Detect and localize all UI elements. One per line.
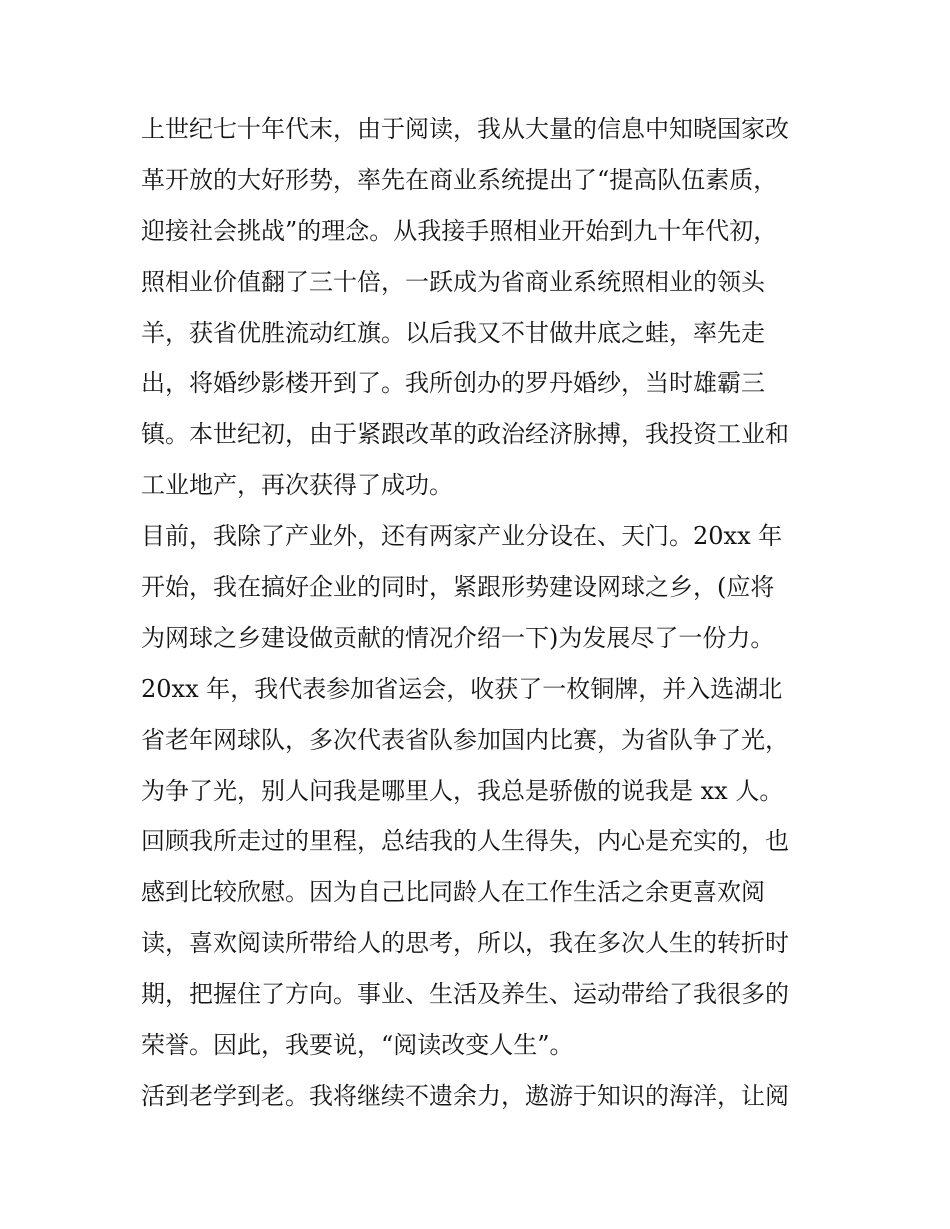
text-line: 出，将婚纱影楼开到了。我所创办的罗丹婚纱，当时雄霸三 <box>141 369 765 398</box>
text-line: 照相业价值翻了三十倍，一跃成为省商业系统照相业的领头 <box>141 267 765 296</box>
text-line: 为争了光，别人问我是哪里人，我总是骄傲的说我是 xx 人。 <box>141 776 784 805</box>
text-line: 回顾我所走过的里程，总结我的人生得失，内心是充实的，也 <box>141 827 789 856</box>
text-line: 目前，我除了产业外，还有两家产业分设在、天门。20xx 年 <box>141 522 783 551</box>
text-line: 工业地产，再次获得了成功。 <box>141 471 453 500</box>
text-line: 上世纪七十年代末，由于阅读，我从大量的信息中知晓国家改 <box>141 115 789 143</box>
document-body <box>141 104 821 1122</box>
text-line: 开始，我在搞好企业的同时，紧跟形势建设网球之乡，(应将 <box>141 573 775 602</box>
text-line: 羊，获省优胜流动红旗。以后我又不甘做井底之蛙，率先走 <box>141 318 765 347</box>
text-line: 20xx 年，我代表参加省运会，收获了一枚铜牌，并入选湖北 <box>141 674 783 703</box>
text-line: 读，喜欢阅读所带给人的思考，所以，我在多次人生的转折时 <box>141 929 789 958</box>
text-line: 省老年网球队，多次代表省队参加国内比赛，为省队争了光， <box>141 725 789 754</box>
text-line: 迎接社会挑战”的理念。从我接手照相业开始到九十年代初， <box>141 216 778 245</box>
text-line: 活到老学到老。我将继续不遗余力，遨游于知识的海洋，让阅 <box>141 1081 789 1110</box>
text-line: 为网球之乡建设做贡献的情况介绍一下)为发展尽了一份力。 <box>141 623 775 652</box>
text-line: 期，把握住了方向。事业、生活及养生、运动带给了我很多的 <box>141 980 789 1009</box>
text-line: 感到比较欣慰。因为自己比同龄人在工作生活之余更喜欢阅 <box>141 878 765 907</box>
text-line: 革开放的大好形势，率先在商业系统提出了“提高队伍素质， <box>141 165 778 194</box>
text-line: 荣誉。因此，我要说，“阅读改变人生”。 <box>141 1031 574 1060</box>
text-line: 镇。本世纪初，由于紧跟改革的政治经济脉搏，我投资工业和 <box>141 420 789 449</box>
